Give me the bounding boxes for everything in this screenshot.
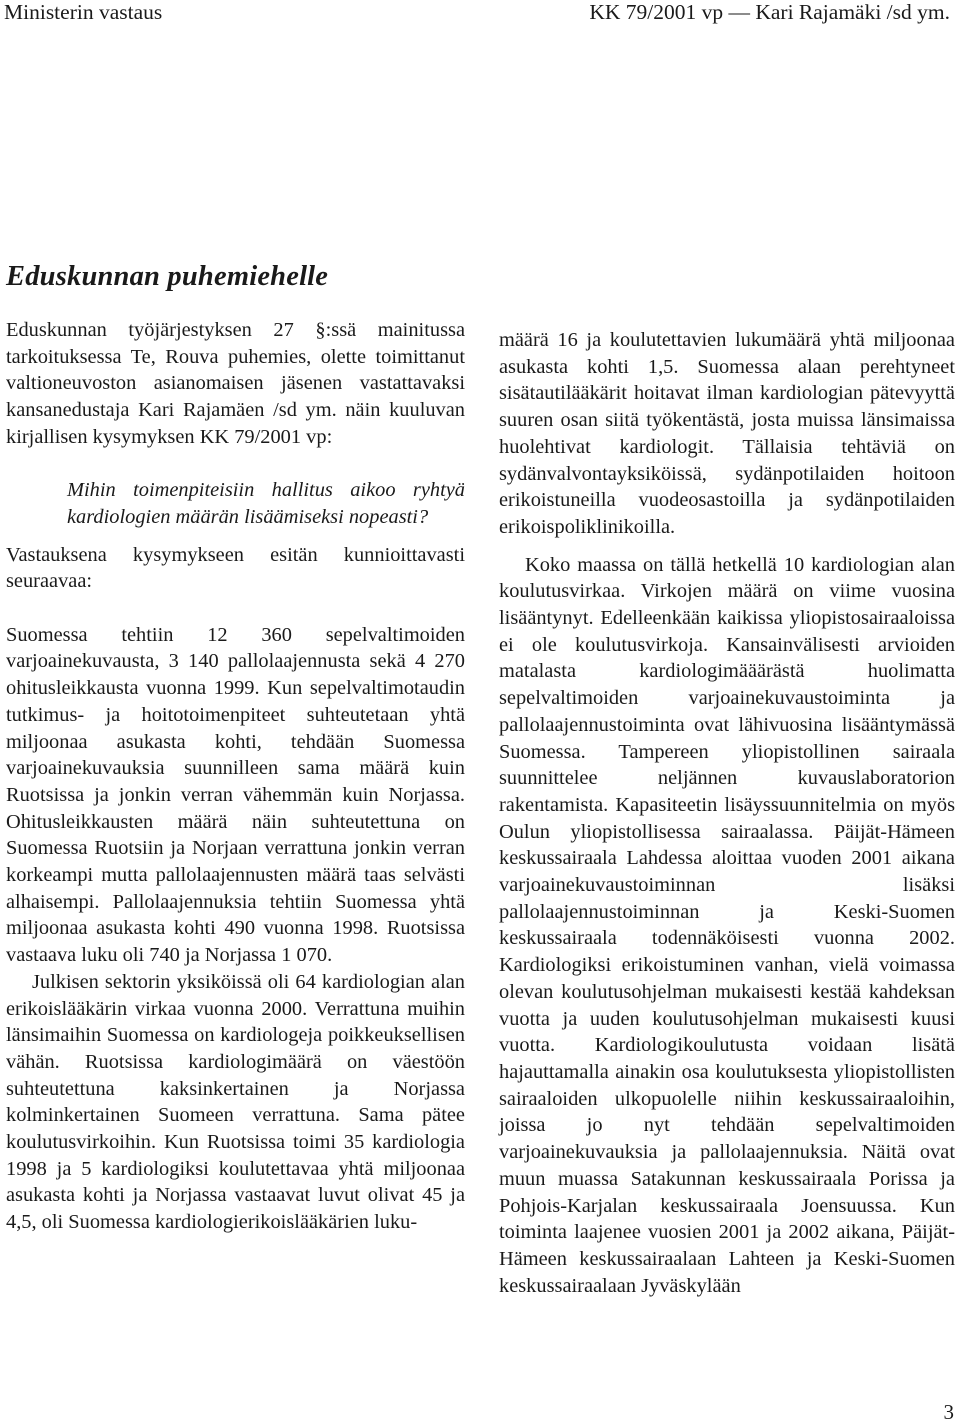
right-column [499, 327, 955, 1299]
body-paragraph: Koko maassa on tällä hetkellä 10 kardiologian alan koulutusvirkaa. Virkojen määrä on viime vuosina lisääntynyt. Edelleenkään kaikissa yliopistosairaaloissa ei ole koulutusvirkoja. Kansainvälisesti arvioiden matalasta kardiologimääärästä huolimatta sepelvaltimoiden varjoainekuvaustoiminta ja pallolaajennustoiminta ovat lähivuosina lisääntymässä Suomessa. Tampereen yliopistollinen sairaala suunnittelee neljännen kuvauslaboratorion rakentamista. Kapasiteetin lisäyssuunnitelmia on myös Oulun yliopistollisessa sairaalassa. Päijät-Hämeen keskussairaala Lahdessa aloittaa vuoden 2001 aikana varjoainekuvaustoiminnan lisäksi pallolaajennustoiminnan ja Keski-Suomen keskussairaala todennäköisesti vuonna 2002. Kardiologiksi erikoistuminen vanhan, vielä voimassa olevan koulutusohjelman mukaisesti kestää kahdeksan vuotta ja uuden koulutusohjelman mukaisesti kuusi vuotta. Kardiologikoulutusta voidaan lisätä hajauttamalla ainakin osa koulutuksesta yliopistollisten sairaaloiden ulkopuolelle niihin keskussairaaloihin, joissa jo nyt tehdään sepelvaltimoiden varjoainekuvauksia ja pallolaajennuksia. Näitä ovat muun muassa Satakunnan keskussairaala Porissa ja Pohjois-Karjalan keskussairaala Joensuussa. Kun toiminta laajenee vuosien 2001 ja 2002 aikana, Päijät-Hämeen keskussairaalaan Lahteen ja Keski-Suomen keskussairaalaan Jyväskylään [499, 553, 955, 1297]
header-reference: KK 79/2001 vp — Kari Rajamäki /sd ym. [589, 0, 950, 24]
page-number: 3 [943, 1400, 954, 1424]
intro-paragraph: Eduskunnan työjärjestyksen 27 §:ssä mainitussa tarkoituksessa Te, Rouva puhemies, olette toimittanut valtioneuvoston asianomaisen jäsenen vastattavaksi kansanedustaja Kari Rajamäen /sd ym. näin kuuluvan kirjallisen kysymyksen KK 79/2001 vp: [6, 319, 465, 448]
question-quote: Mihin toimenpiteisiin hallitus aikoo ryhtyä kardiologien määrän lisäämiseksi nopeasti? [67, 479, 465, 528]
body-paragraph: määrä 16 ja koulutettavien lukumäärä yhtä miljoonaa asukasta kohti 1,5. Suomessa alaan perehtyneet sisätautilääkärit hoitavat ilman kardiologian pätevyyttä suuren osan siitä työkentästä, josta muissa länsimaissa huolehtivat kardiologit. Tällaisia tehtäviä on sydänvalvontayksiköissä, sydänpotilaiden hoitoon erikoistuneilla vuodeosastoilla ja sydänpotilaiden erikoispoliklinikoilla. [499, 329, 955, 538]
left-column [6, 317, 465, 1236]
page-title: Eduskunnan puhemiehelle [6, 261, 329, 292]
answer-intro: Vastauksena kysymykseen esitän kunnioittavasti seuraavaa: [6, 543, 465, 593]
body-paragraph: Suomessa tehtiin 12 360 sepelvaltimoiden varjoainekuvausta, 3 140 pallolaajennusta sekä 4 270 ohitusleikkausta vuonna 1999. Kun sepelvaltimotaudin tutkimus- ja hoitotoimenpiteet suhteutetaan yhtä miljoonaa asukasta kohti, tehdään Suomessa varjoainekuvauksia suunnilleen sama määrä kuin Ruotsissa ja jonkin verran vähemmän kuin Norjassa. Ohitusleikkausten määrä näin suhteutettuna on Suomessa Ruotsiin ja Norjaan verrattuna jonkin verran korkeampi mutta pallolaajennusten määrä taas selvästi alhaisempi. Pallolaajennuksia tehtiin Suomessa yhtä miljoonaa asukasta kohti 490 vuonna 1998. Ruotsissa vastaava luku oli 740 ja Norjassa 1 070. [6, 623, 465, 967]
header-document-type: Ministerin vastaus [4, 0, 163, 24]
body-paragraph: Julkisen sektorin yksiköissä oli 64 kardiologian alan erikoislääkärin virkaa vuonna 2000. Verrattuna muihin länsimaihin Suomessa on kardiologeja poikkeuksellisen vähän. Ruotsissa kardiologimäärä on väestöön suhteutettuna kaksinkertainen ja Norjassa kolminkertainen Suomeen verrattuna. Sama pätee koulutusvirkoihin. Kun Ruotsissa toimi 35 kardiologia 1998 ja 5 kardiologiksi koulutettavaa yhtä miljoonaa asukasta kohti ja Norjassa vastaavat luvut olivat 45 ja 4,5, oli Suomessa kardiologierikoislääkärien luku- [6, 970, 465, 1234]
